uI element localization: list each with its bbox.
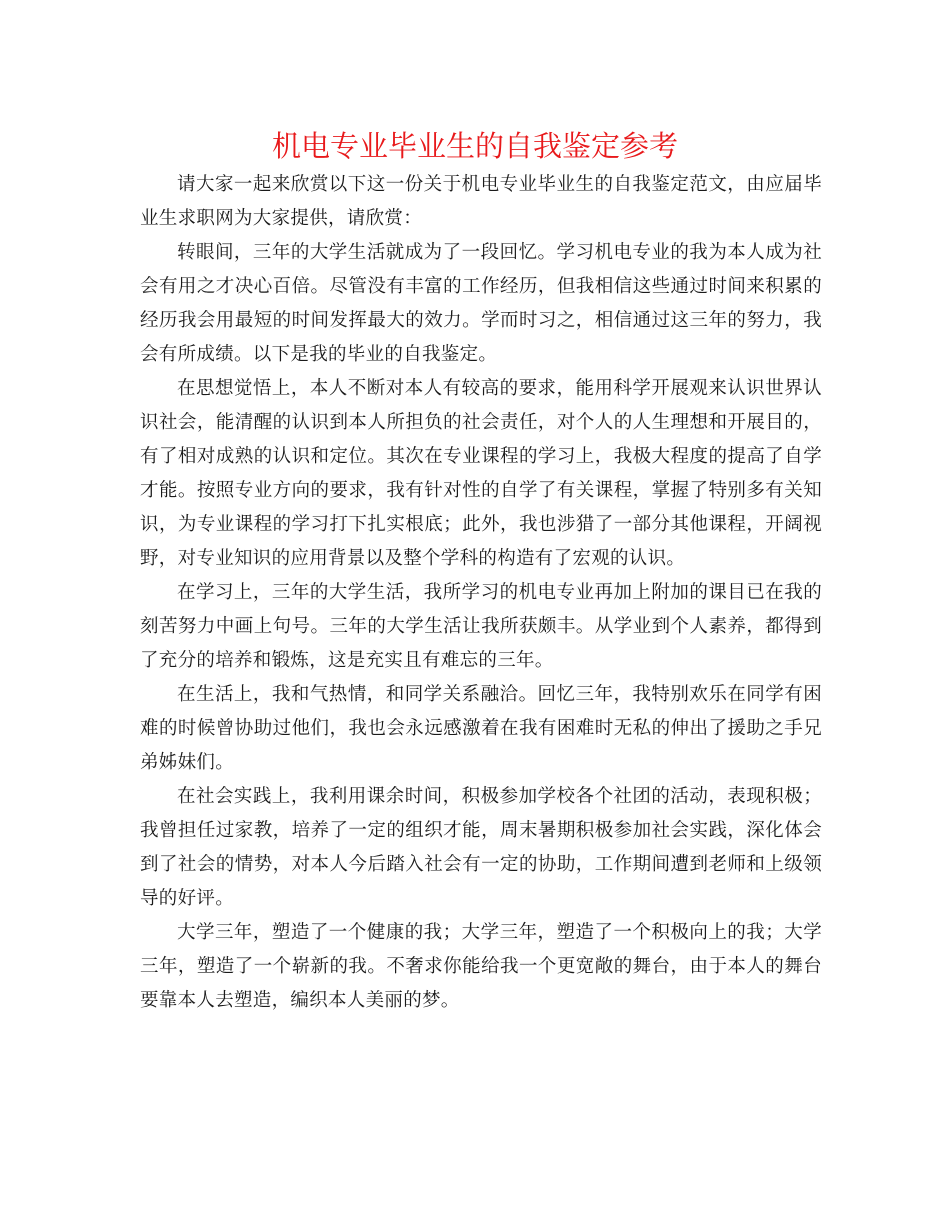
document-title: 机电专业毕业生的自我鉴定参考 — [271, 129, 678, 163]
paragraph-life: 在生活上，我和气热情，和同学关系融洽。回忆三年，我特别欢乐在同学有困难的时候曾协助过他们，我也会永远感激着在我有困难时无私的伸出了援助之手兄弟姊妹们。 — [140, 684, 822, 773]
paragraph-ideology: 在思想觉悟上，本人不断对本人有较高的要求，能用科学开展观来认识世界认识社会，能清醒的认识到本人所担负的社会责任，对个人的人生理想和开展目的，有了相对成熟的认识和定位。其次在专业课程的学习上，我极大程度的提高了自学才能。按照专业方向的要求，我有针对性的自学了有关课程，掌握了特别多有关知识，为专业课程的学习打下扎实根底；此外，我也涉猎了一部分其他课程，开阔视野，对专业知识的应用背景以及整个学科的构造有了宏观的认识。 — [140, 378, 822, 569]
document-body — [140, 168, 822, 1018]
paragraph-study: 在学习上，三年的大学生活，我所学习的机电专业再加上附加的课目已在我的刻苦努力中画上句号。三年的大学生活让我所获颇丰。从学业到个人素养，都得到了充分的培养和锻炼，这是充实且有难忘的三年。 — [140, 582, 822, 671]
paragraph-conclusion: 大学三年，塑造了一个健康的我；大学三年，塑造了一个积极向上的我；大学三年，塑造了一个崭新的我。不奢求你能给我一个更宽敞的舞台，由于本人的舞台要靠本人去塑造，编织本人美丽的梦。 — [140, 922, 822, 1011]
paragraph-practice: 在社会实践上，我利用课余时间，积极参加学校各个社团的活动，表现积极；我曾担任过家教，培养了一定的组织才能，周末暑期积极参加社会实践，深化体会到了社会的情势，对本人今后踏入社会有一定的协助，工作期间遭到老师和上级领导的好评。 — [140, 786, 822, 909]
paragraph-intro: 请大家一起来欣赏以下这一份关于机电专业毕业生的自我鉴定范文，由应届毕业生求职网为大家提供，请欣赏： — [140, 174, 822, 229]
paragraph-overview: 转眼间，三年的大学生活就成为了一段回忆。学习机电专业的我为本人成为社会有用之才决心百倍。尽管没有丰富的工作经历，但我相信这些通过时间来积累的经历我会用最短的时间发挥最大的效力。学而时习之，相信通过这三年的努力，我会有所成绩。以下是我的毕业的自我鉴定。 — [140, 242, 822, 365]
